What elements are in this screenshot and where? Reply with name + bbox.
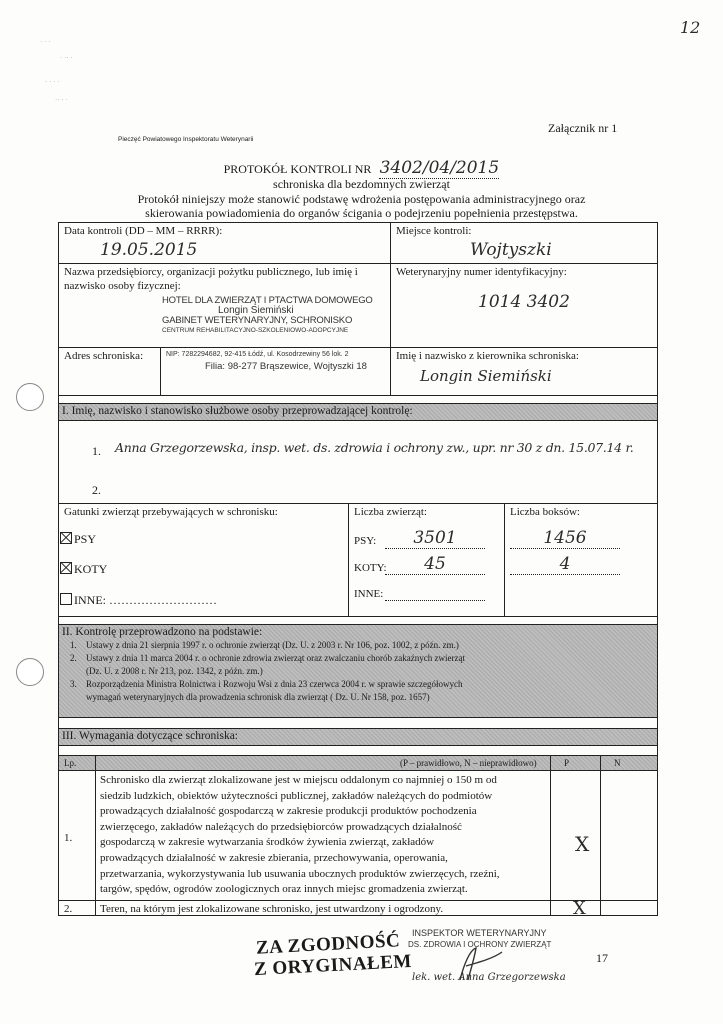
- cats-boxes-value: 4: [559, 554, 571, 574]
- req-row1-line4: zwierzęcego, zakładów należących do przedsiębiorców prowadzących działalność: [100, 820, 462, 833]
- inspector-line1: INSPEKTOR WETERYNARYJNY: [412, 928, 547, 938]
- req-row1-num: 1.: [64, 832, 73, 844]
- section-iii-col-legend: (P – prawidłowo, N – nieprawidłowo): [400, 758, 537, 768]
- manager-value: Longin Siemiński: [420, 367, 552, 385]
- section-ii-item2b-text: (Dz. U. z 2008 r. Nr 213, poz. 1342, z późn. zm.): [86, 666, 263, 676]
- protocol-subtitle: schroniska dla bezdomnych zwierząt: [273, 177, 450, 191]
- species-row-other: [60, 593, 217, 607]
- stamp-line5: NIP: 7282294682, 92-415 Łódź, ul. Kosodrzewiny 56 lok. 2: [166, 351, 349, 358]
- place-value: Wojtyszki: [470, 240, 552, 260]
- cats-checkbox[interactable]: [60, 562, 72, 574]
- section-ii-header: II. Kontrolę przeprowadzono na podstawie:: [62, 626, 263, 638]
- inspector-line2: DS. ZDROWIA I OCHRONY ZWIERZĄT: [408, 940, 552, 949]
- date-label: Data kontroli (DD – MM – RRRR):: [64, 225, 223, 237]
- cats-name: KOTY: [74, 562, 108, 576]
- species-box-label: Liczba boksów:: [510, 506, 580, 518]
- section-iii-col-lp: Lp.: [64, 758, 77, 768]
- species-row-cats: [60, 562, 107, 576]
- other-count-label: INNE:: [354, 588, 384, 600]
- dogs-name: PSY: [74, 532, 97, 546]
- section-iii-col-n: N: [614, 758, 621, 768]
- stamp-line4: CENTRUM REHABILITACYJNO-SZKOLENIOWO-ADOPCYJNE: [162, 327, 349, 334]
- manager-label: Imię i nazwisko z kierownika schroniska:: [396, 350, 579, 362]
- protocol-note-line1: Protokół niniejszy może stanowić podstawę wdrożenia postępowania administracyjnego oraz: [137, 192, 586, 206]
- other-checkbox[interactable]: [60, 593, 72, 605]
- dogs-count-label: PSY:: [354, 535, 377, 547]
- place-label: Miejsce kontroli:: [396, 225, 472, 237]
- req-row1-line6: prowadzących działalność w zakresie zbierania, przechowywania, operowania,: [100, 851, 448, 864]
- section-i-header: I. Imię, nazwisko i stanowisko służbowe osoby przeprowadzającej kontrolę:: [62, 405, 413, 417]
- entity-stamp: [162, 296, 388, 336]
- inspector-name: lek. wet. Anna Grzegorzewska: [412, 972, 566, 983]
- species-label: Gatunki zwierząt przebywających w schronisku:: [64, 506, 278, 518]
- entity-label-line1: Nazwa przedsiębiorcy, organizacji pożytku publicznego, lub imię i: [64, 266, 358, 278]
- protocol-title-prefix: PROTOKÓŁ KONTROLI NR: [223, 162, 372, 176]
- stamp-line2: Longin Siemiński: [218, 305, 294, 316]
- section-iii-header: III. Wymagania dotyczące schroniska:: [62, 730, 238, 742]
- seal-caption: Pieczęć Powiatowego Inspektoratu Weterynarii: [118, 136, 254, 143]
- protocol-note-line2: skierowania powiadomienia do organów ścigania o podejrzeniu popełnienia przestępstwa.: [145, 206, 578, 220]
- protocol-number: 3402/04/2015: [379, 158, 500, 178]
- req-row1-line8: targów, spędów, ogrodów zoologicznych oraz innych miejsc gromadzenia zwierząt.: [100, 883, 468, 896]
- dogs-checkbox[interactable]: [60, 532, 72, 544]
- other-count-field[interactable]: [385, 588, 485, 601]
- section-i-item1-value: Anna Grzegorzewska, insp. wet. ds. zdrowia i ochrony zw., upr. nr 30 z dn. 15.07.14 r.: [115, 440, 634, 455]
- vet-number-value: 1014 3402: [478, 292, 570, 312]
- section-ii-item3b-text: wymagań weterynaryjnych dla prowadzenia schronisk dla zwierząt ( Dz. U. Nr 158, poz. 1657): [86, 692, 430, 702]
- dogs-boxes-value: 1456: [543, 528, 587, 548]
- req-row1-line3: prowadzących działalność gospodarczą w zakresie produkcji produktów pochodzenia: [100, 805, 477, 818]
- protocol-title: [0, 158, 723, 179]
- page-number-bottom: 17: [596, 951, 608, 965]
- punch-hole-bottom: [16, 658, 44, 686]
- cats-count-value: 45: [424, 554, 446, 574]
- section-ii-item2-num: 2.: [70, 653, 77, 663]
- date-value: 19.05.2015: [100, 240, 198, 260]
- req-row2-mark: X: [573, 898, 586, 919]
- req-row1-line2: siedzib ludzkich, obiektów użyteczności publicznej, zakładów należących do podmiotów: [100, 789, 493, 802]
- certify-line1: ZA ZGODNOŚĆ: [255, 930, 401, 959]
- req-row1-line7: przetwarzania, wykorzystywania lub usuwania ubocznych produktów zwierzęcych, rzeźni,: [100, 867, 500, 880]
- page-number-top: 12: [680, 18, 701, 37]
- punch-hole-top: [16, 383, 44, 411]
- section-ii-list: [70, 640, 655, 705]
- stamp-line6: Filia: 98-277 Brąszewice, Wojtyszki 18: [205, 361, 367, 372]
- vet-number-label: Weterynaryjny numer identyfikacyjny:: [396, 266, 567, 278]
- section-ii-item3-num: 3.: [70, 679, 77, 689]
- stamp-line3: GABINET WETERYNARYJNY, SCHRONISKO: [162, 315, 353, 326]
- species-count-label: Liczba zwierząt:: [354, 506, 427, 518]
- req-row2-num: 2.: [64, 903, 73, 915]
- section-ii-item1-num: 1.: [70, 640, 77, 650]
- req-row1-line5: gospodarczą w zakresie wytwarzania środków żywienia zwierząt, zakładów: [100, 836, 435, 849]
- req-row1-mark: X: [575, 832, 590, 856]
- entity-label-line2: nazwisko osoby fizycznej:: [64, 280, 181, 292]
- section-ii-item3-text: Rozporządzenia Ministra Rolnictwa i Rozwoju Wsi z dnia 23 czerwca 2004 r. w sprawie szczegółowych: [86, 679, 463, 689]
- section-i-item2-num: 2.: [92, 483, 101, 497]
- section-ii-item1-text: Ustawy z dnia 21 sierpnia 1997 r. o ochronie zwierząt (Dz. U. z 2003 r. Nr 106, poz. 1002, z późn. zm.): [86, 640, 459, 650]
- address-label: Adres schroniska:: [64, 350, 144, 362]
- cats-count-label: KOTY:: [354, 562, 387, 574]
- req-row1-line1: Schronisko dla zwierząt zlokalizowane jest w miejscu oddalonym co najmniej o 150 m od: [100, 774, 497, 786]
- attachment-label: Załącznik nr 1: [548, 121, 618, 135]
- species-row-dogs: [60, 532, 96, 546]
- req-row1-text: [100, 773, 546, 898]
- certify-line2: Z ORYGINAŁEM: [253, 950, 413, 981]
- dogs-count-value: 3501: [413, 528, 457, 548]
- section-ii-item2-text: Ustawy z dnia 11 marca 2004 r. o ochronie zdrowia zwierząt oraz zwalczaniu chorób zakaźnych zwierząt: [86, 653, 465, 663]
- other-name: INNE: ………………………: [74, 593, 217, 607]
- stamp-line1: HOTEL DLA ZWIERZĄT I PTACTWA DOMOWEGO: [162, 295, 373, 306]
- scan-noise: · · · · ·· · · · · · ·· · ·: [40, 38, 73, 104]
- req-row2-text: Teren, na którym jest zlokalizowane schronisko, jest utwardzony i ogrodzony.: [100, 903, 444, 915]
- section-iii-col-p: P: [564, 758, 570, 768]
- section-i-item1-num: 1.: [92, 444, 101, 458]
